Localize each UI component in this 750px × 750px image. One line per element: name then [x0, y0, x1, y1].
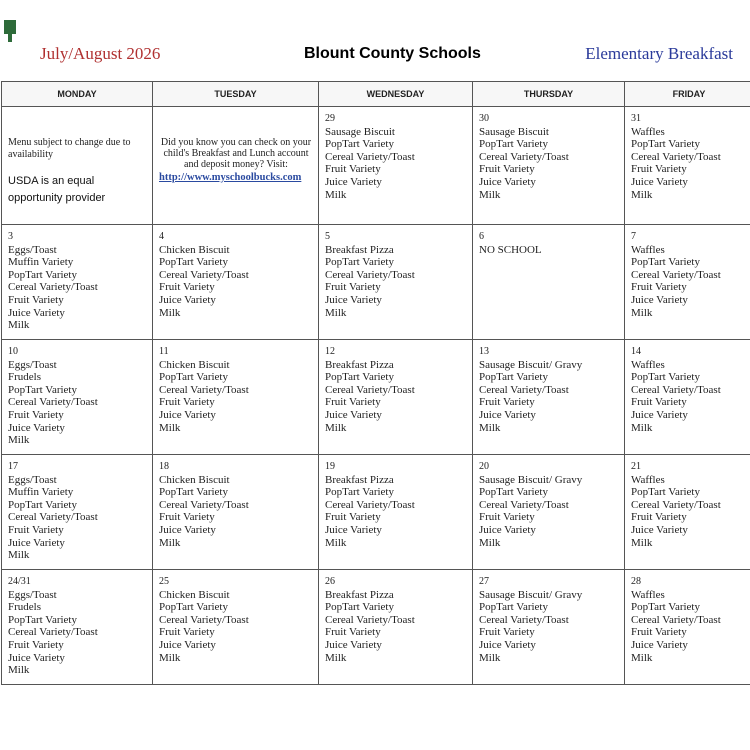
- day-cell: [319, 225, 473, 340]
- menu-item: Milk: [631, 651, 653, 664]
- menu-item: PopTart Variety: [159, 371, 228, 384]
- day-number: 31: [631, 113, 641, 124]
- menu-item: Fruit Variety: [159, 626, 215, 639]
- day-number: 5: [325, 231, 330, 242]
- menu-item: PopTart Variety: [479, 138, 548, 151]
- menu-item: Cereal Variety/Toast: [631, 150, 721, 163]
- day-cell: [319, 340, 473, 455]
- menu-item: Eggs/Toast: [8, 358, 57, 371]
- day-number: 10: [8, 346, 18, 357]
- menu-item: Fruit Variety: [631, 626, 687, 639]
- week-row: [2, 570, 750, 685]
- day-cell: [473, 107, 625, 225]
- menu-item: Fruit Variety: [631, 511, 687, 524]
- week-row: [2, 225, 750, 340]
- menu-item: Juice Variety: [479, 638, 536, 651]
- weekday-header: MONDAY: [2, 82, 153, 107]
- account-note: Did you know you can check on your child's Breakfast and Lunch account and deposit money? Visit:: [160, 137, 312, 170]
- menu-item: Cereal Variety/Toast: [159, 268, 249, 281]
- menu-item: PopTart Variety: [325, 601, 394, 614]
- menu-item: Cereal Variety/Toast: [631, 613, 721, 626]
- menu-change-note: Menu subject to change due to availability: [8, 137, 131, 160]
- menu-item: Fruit Variety: [8, 293, 64, 306]
- menu-item: Juice Variety: [631, 408, 688, 421]
- day-number: 4: [159, 231, 164, 242]
- menu-item: Sausage Biscuit: [479, 125, 549, 138]
- weekday-header-row: [2, 82, 750, 107]
- menu-item: Juice Variety: [325, 523, 382, 536]
- menu-item: PopTart Variety: [159, 601, 228, 614]
- weekday-header: WEDNESDAY: [319, 82, 473, 107]
- menu-item: Waffles: [631, 125, 665, 138]
- weekday-header: THURSDAY: [473, 82, 625, 107]
- menu-item: Milk: [325, 651, 347, 664]
- menu-item: Juice Variety: [631, 523, 688, 536]
- menu-item: Cereal Variety/Toast: [159, 383, 249, 396]
- menu-item: Frudels: [8, 601, 41, 614]
- menu-item: Cereal Variety/Toast: [631, 498, 721, 511]
- day-cell: [2, 225, 153, 340]
- menu-item: Milk: [479, 536, 501, 549]
- menu-item: Chicken Biscuit: [159, 588, 230, 601]
- menu-item: Juice Variety: [325, 293, 382, 306]
- day-cell: [2, 570, 153, 685]
- menu-item: Fruit Variety: [479, 511, 535, 524]
- menu-item: Fruit Variety: [325, 626, 381, 639]
- district-title: Blount County Schools: [304, 45, 481, 62]
- menu-item: Juice Variety: [8, 651, 65, 664]
- menu-item: Sausage Biscuit: [325, 125, 395, 138]
- menu-item: Waffles: [631, 358, 665, 371]
- day-number: 13: [479, 346, 489, 357]
- menu-item: PopTart Variety: [631, 486, 700, 499]
- menu-item: Milk: [325, 188, 347, 201]
- menu-item: Milk: [631, 306, 653, 319]
- day-cell: [153, 225, 319, 340]
- day-cell: [153, 570, 319, 685]
- menu-item: Cereal Variety/Toast: [325, 498, 415, 511]
- menu-item: Fruit Variety: [325, 281, 381, 294]
- menu-item: Juice Variety: [631, 175, 688, 188]
- menu-item: Juice Variety: [325, 175, 382, 188]
- menu-item: Juice Variety: [8, 421, 65, 434]
- menu-item: Milk: [159, 421, 181, 434]
- menu-item: Milk: [325, 306, 347, 319]
- day-cell: [473, 570, 625, 685]
- menu-item: Sausage Biscuit/ Gravy: [479, 588, 583, 601]
- menu-item: PopTart Variety: [159, 486, 228, 499]
- day-cell: [153, 455, 319, 570]
- menu-item: Cereal Variety/Toast: [325, 383, 415, 396]
- menu-item: PopTart Variety: [631, 371, 700, 384]
- menu-item: Cereal Variety/Toast: [325, 268, 415, 281]
- menu-item: Milk: [631, 421, 653, 434]
- menu-item: Milk: [479, 421, 501, 434]
- myschoolbucks-link[interactable]: http://www.myschoolbucks.com: [159, 172, 302, 183]
- menu-item: Juice Variety: [479, 523, 536, 536]
- menu-item: PopTart Variety: [631, 256, 700, 269]
- menu-item: PopTart Variety: [479, 601, 548, 614]
- menu-item: Cereal Variety/Toast: [325, 613, 415, 626]
- month-title: July/August 2026: [40, 44, 161, 63]
- menu-item: Eggs/Toast: [8, 243, 57, 256]
- menu-item: Fruit Variety: [631, 281, 687, 294]
- menu-item: Cereal Variety/Toast: [8, 281, 98, 294]
- info-cell: [2, 107, 153, 225]
- day-cell: [2, 455, 153, 570]
- day-cell: [625, 107, 750, 225]
- menu-item: Cereal Variety/Toast: [631, 268, 721, 281]
- menu-item: Fruit Variety: [325, 511, 381, 524]
- day-number: 17: [8, 461, 18, 472]
- menu-item: Milk: [159, 651, 181, 664]
- menu-item: Cereal Variety/Toast: [159, 498, 249, 511]
- menu-item: PopTart Variety: [479, 371, 548, 384]
- menu-item: Fruit Variety: [159, 511, 215, 524]
- menu-item: PopTart Variety: [8, 383, 77, 396]
- menu-item: Waffles: [631, 243, 665, 256]
- day-number: 3: [8, 231, 13, 242]
- menu-item: Milk: [479, 651, 501, 664]
- menu-item: PopTart Variety: [159, 256, 228, 269]
- menu-item: PopTart Variety: [325, 371, 394, 384]
- menu-item: Milk: [159, 536, 181, 549]
- menu-item: Milk: [8, 664, 30, 677]
- menu-item: PopTart Variety: [631, 138, 700, 151]
- menu-item: Muffin Variety: [8, 256, 74, 269]
- menu-item: PopTart Variety: [8, 613, 77, 626]
- menu-item: Fruit Variety: [631, 396, 687, 409]
- menu-item: Cereal Variety/Toast: [479, 613, 569, 626]
- menu-item: Fruit Variety: [631, 163, 687, 176]
- week-row: [2, 107, 750, 225]
- menu-item: PopTart Variety: [631, 601, 700, 614]
- menu-item: Sausage Biscuit/ Gravy: [479, 358, 583, 371]
- menu-item: Milk: [159, 306, 181, 319]
- menu-item: Juice Variety: [631, 293, 688, 306]
- menu-item: Juice Variety: [159, 638, 216, 651]
- menu-item: Cereal Variety/Toast: [8, 511, 98, 524]
- menu-item: Breakfast Pizza: [325, 588, 394, 601]
- menu-item: Milk: [631, 536, 653, 549]
- menu-item: Breakfast Pizza: [325, 358, 394, 371]
- day-number: 12: [325, 346, 335, 357]
- menu-item: PopTart Variety: [325, 486, 394, 499]
- menu-item: PopTart Variety: [479, 486, 548, 499]
- day-number: 29: [325, 113, 335, 124]
- menu-calendar: [1, 81, 750, 685]
- menu-item: Milk: [325, 536, 347, 549]
- menu-item: Muffin Variety: [8, 486, 74, 499]
- menu-item: NO SCHOOL: [479, 243, 542, 256]
- weekday-header: FRIDAY: [625, 82, 750, 107]
- day-number: 30: [479, 113, 489, 124]
- day-number: 18: [159, 461, 169, 472]
- menu-item: Fruit Variety: [8, 523, 64, 536]
- menu-item: Milk: [8, 319, 30, 332]
- menu-item: Chicken Biscuit: [159, 473, 230, 486]
- menu-item: Fruit Variety: [159, 396, 215, 409]
- day-number: 24/31: [8, 576, 31, 587]
- menu-item: Cereal Variety/Toast: [325, 150, 415, 163]
- menu-item: Fruit Variety: [479, 626, 535, 639]
- menu-type-title: Elementary Breakfast: [585, 44, 733, 63]
- menu-item: Cereal Variety/Toast: [479, 383, 569, 396]
- day-cell: [319, 455, 473, 570]
- day-number: 19: [325, 461, 335, 472]
- menu-item: Fruit Variety: [479, 163, 535, 176]
- day-cell: [473, 340, 625, 455]
- day-number: 7: [631, 231, 636, 242]
- menu-item: Milk: [8, 549, 30, 562]
- day-number: 20: [479, 461, 489, 472]
- info-cell: [153, 107, 319, 225]
- menu-item: Sausage Biscuit/ Gravy: [479, 473, 583, 486]
- menu-item: Eggs/Toast: [8, 588, 57, 601]
- menu-item: Fruit Variety: [159, 281, 215, 294]
- menu-item: Breakfast Pizza: [325, 243, 394, 256]
- menu-item: Cereal Variety/Toast: [159, 613, 249, 626]
- day-cell: [625, 225, 750, 340]
- menu-item: Fruit Variety: [8, 408, 64, 421]
- day-cell: [319, 570, 473, 685]
- day-cell: [625, 340, 750, 455]
- day-number: 25: [159, 576, 169, 587]
- week-row: [2, 340, 750, 455]
- menu-item: Milk: [631, 188, 653, 201]
- day-number: 11: [159, 346, 169, 357]
- menu-item: PopTart Variety: [325, 256, 394, 269]
- menu-item: Waffles: [631, 588, 665, 601]
- day-cell: [473, 455, 625, 570]
- menu-item: Waffles: [631, 473, 665, 486]
- menu-item: Chicken Biscuit: [159, 358, 230, 371]
- menu-item: Juice Variety: [479, 408, 536, 421]
- menu-item: Juice Variety: [479, 175, 536, 188]
- menu-item: Cereal Variety/Toast: [479, 150, 569, 163]
- menu-item: Fruit Variety: [325, 163, 381, 176]
- day-cell: [319, 107, 473, 225]
- day-number: 26: [325, 576, 335, 587]
- day-cell: [625, 455, 750, 570]
- day-number: 27: [479, 576, 489, 587]
- menu-item: Juice Variety: [159, 293, 216, 306]
- menu-item: Chicken Biscuit: [159, 243, 230, 256]
- school-logo-icon: [4, 20, 16, 42]
- day-cell: [625, 570, 750, 685]
- menu-item: Cereal Variety/Toast: [8, 396, 98, 409]
- day-cell: [2, 340, 153, 455]
- menu-item: Milk: [325, 421, 347, 434]
- weekday-header: TUESDAY: [153, 82, 319, 107]
- menu-item: Juice Variety: [159, 408, 216, 421]
- usda-note: USDA is an equal opportunity provider: [8, 175, 106, 204]
- menu-item: Juice Variety: [8, 306, 65, 319]
- menu-item: Juice Variety: [8, 536, 65, 549]
- menu-item: Frudels: [8, 371, 41, 384]
- menu-item: Eggs/Toast: [8, 473, 57, 486]
- menu-item: Milk: [8, 434, 30, 447]
- menu-item: PopTart Variety: [8, 268, 77, 281]
- day-number: 14: [631, 346, 641, 357]
- menu-item: PopTart Variety: [325, 138, 394, 151]
- menu-item: Juice Variety: [631, 638, 688, 651]
- menu-item: Juice Variety: [325, 638, 382, 651]
- menu-item: Juice Variety: [325, 408, 382, 421]
- day-cell: [153, 340, 319, 455]
- menu-item: Fruit Variety: [479, 396, 535, 409]
- menu-item: PopTart Variety: [8, 498, 77, 511]
- day-number: 21: [631, 461, 641, 472]
- day-number: 28: [631, 576, 641, 587]
- menu-item: Cereal Variety/Toast: [631, 383, 721, 396]
- menu-item: Fruit Variety: [8, 638, 64, 651]
- menu-item: Fruit Variety: [325, 396, 381, 409]
- menu-item: Cereal Variety/Toast: [8, 626, 98, 639]
- menu-item: Breakfast Pizza: [325, 473, 394, 486]
- menu-item: Juice Variety: [159, 523, 216, 536]
- menu-item: Milk: [479, 188, 501, 201]
- day-number: 6: [479, 231, 484, 242]
- menu-item: Cereal Variety/Toast: [479, 498, 569, 511]
- day-cell: [473, 225, 625, 340]
- week-row: [2, 455, 750, 570]
